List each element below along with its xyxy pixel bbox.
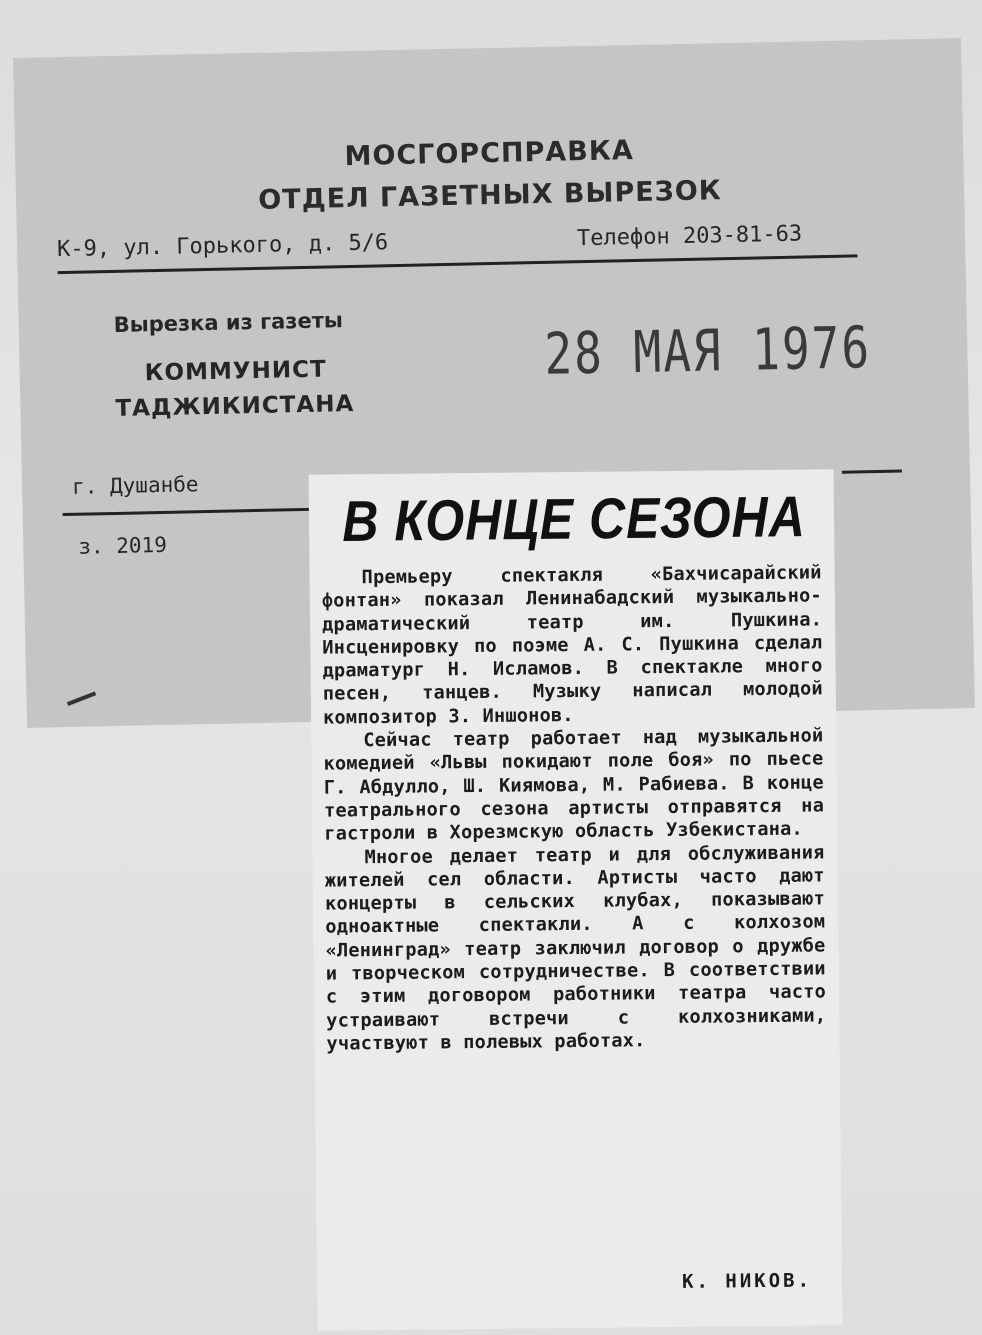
newspaper-clipping [309,469,843,1330]
divider [842,469,902,473]
bureau-address: К-9, ул. Горького, д. 5/6 [56,230,389,263]
article-body [321,561,826,1055]
article-headline: В КОНЦЕ СЕЗОНА [341,484,807,554]
article-author: К. НИКОВ. [681,1269,813,1293]
article-paragraph: Многое делает театр и для обслуживания жителей сел области. Артисты часто дают концерты в сельских клубах, показывают одноактные спектакли. А с колхозом «Ленинград» театр заключил договор о дружбе и творческом сотрудничестве. В соответствии с этим договором работники театра часто устраивают встречи с колхозниками, участвуют в полевых работах. [324,841,827,1055]
pen-mark [67,691,96,706]
article-paragraph: Сейчас театр работает над музыкальной комедией «Львы покидают поле боя» по пьесе Г. Абдулло, Ш. Киямова, М. Рабиева. В конце театрального сезона артисты отправятся на гастроли в Хорезмскую область Узбекистана. [323,725,825,845]
article-paragraph: Премьеру спектакля «Бахчисарайский фонтан» показал Ленинабадский музыкально-драматический театр им. Пушкина. Инсценировку по поэме А. С. Пушкина сделал драматург Н. Исламов. В спектакле много песен, танцев. Музыку написал молодой композитор З. Иншонов. [321,562,823,729]
order-number: з. 2019 [78,532,168,559]
divider [63,507,333,516]
date-stamp: 28 МАЯ 1976 [543,313,872,388]
bureau-phone: Телефон 203-81-63 [576,221,803,252]
newspaper-city: г. Душанбе [71,472,199,499]
bureau-department: ОТДЕЛ ГАЗЕТНЫХ ВЫРЕЗОК [257,175,723,216]
newspaper-name-line1: КОММУНИСТ [144,356,327,387]
clipping-from-label: Вырезка из газеты [113,308,344,337]
newspaper-name-line2: ТАДЖИКИСТАНА [115,390,355,422]
bureau-name: МОСГОРСПРАВКА [344,135,635,173]
